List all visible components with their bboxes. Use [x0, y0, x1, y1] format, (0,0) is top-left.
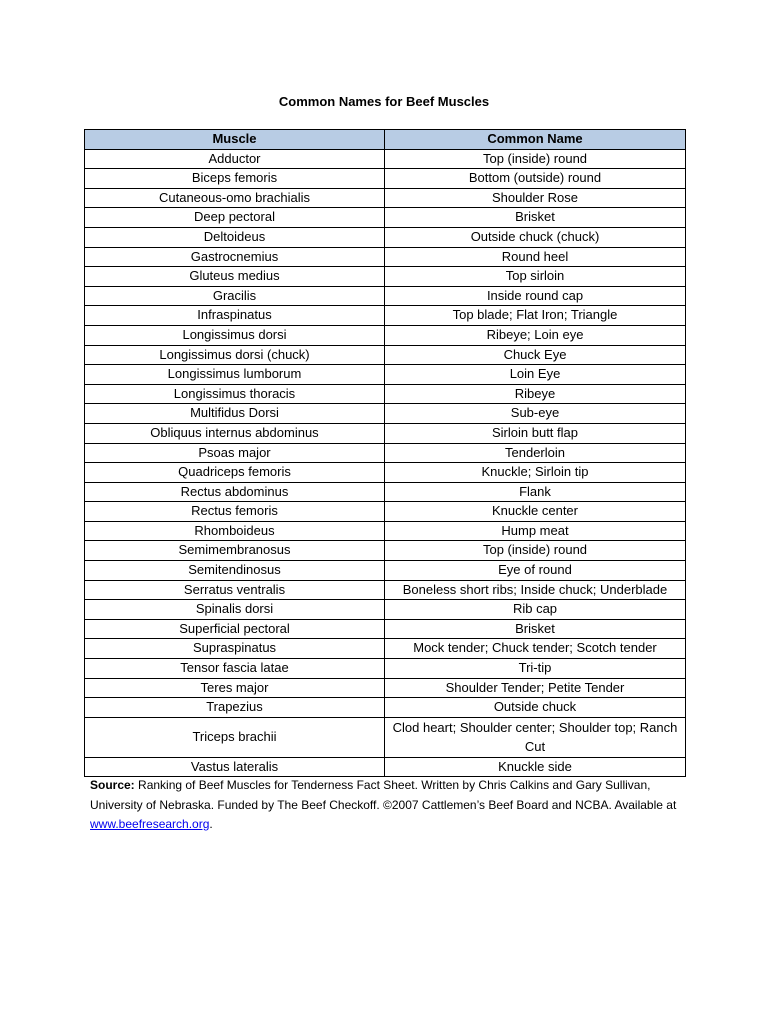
table-row — [85, 502, 686, 522]
muscle-cell: Deep pectoral — [85, 208, 385, 228]
muscle-cell: Deltoideus — [85, 227, 385, 247]
common-name-cell: Brisket — [385, 208, 686, 228]
table-row — [85, 561, 686, 581]
common-name-cell: Knuckle center — [385, 502, 686, 522]
table-header-row — [85, 130, 686, 150]
common-name-cell: Boneless short ribs; Inside chuck; Underblade — [385, 580, 686, 600]
common-name-cell: Mock tender; Chuck tender; Scotch tender — [385, 639, 686, 659]
muscle-cell: Adductor — [85, 149, 385, 169]
common-name-cell: Loin Eye — [385, 365, 686, 385]
muscle-cell: Gluteus medius — [85, 267, 385, 287]
muscle-cell: Quadriceps femoris — [85, 463, 385, 483]
muscle-cell: Psoas major — [85, 443, 385, 463]
table-row — [85, 639, 686, 659]
common-name-cell: Clod heart; Shoulder center; Shoulder top; Ranch Cut — [385, 717, 686, 757]
common-name-cell: Sub-eye — [385, 404, 686, 424]
source-text: Ranking of Beef Muscles for Tenderness Fact Sheet. Written by Chris Calkins and Gary Sullivan, University of Nebraska. Funded by The Beef Checkoff. ©2007 Cattlemen’s Beef Board and NCBA. Available at — [90, 778, 677, 812]
muscle-cell: Supraspinatus — [85, 639, 385, 659]
table-row — [85, 717, 686, 757]
common-name-cell: Flank — [385, 482, 686, 502]
common-name-cell: Rib cap — [385, 600, 686, 620]
table-row — [85, 600, 686, 620]
muscle-cell: Longissimus thoracis — [85, 384, 385, 404]
table-row — [85, 384, 686, 404]
table-row — [85, 345, 686, 365]
table-row — [85, 208, 686, 228]
table-row — [85, 169, 686, 189]
common-name-cell: Shoulder Tender; Petite Tender — [385, 678, 686, 698]
muscle-cell: Superficial pectoral — [85, 619, 385, 639]
table-row — [85, 521, 686, 541]
source-trail: . — [209, 817, 213, 831]
column-header-muscle: Muscle — [85, 130, 385, 150]
muscle-cell: Gracilis — [85, 286, 385, 306]
common-name-cell: Outside chuck (chuck) — [385, 227, 686, 247]
common-name-cell: Knuckle side — [385, 757, 686, 777]
table-row — [85, 541, 686, 561]
table-row — [85, 247, 686, 267]
common-name-cell: Brisket — [385, 619, 686, 639]
table-row — [85, 365, 686, 385]
table-row — [85, 286, 686, 306]
table-row — [85, 463, 686, 483]
common-name-cell: Top sirloin — [385, 267, 686, 287]
muscle-cell: Infraspinatus — [85, 306, 385, 326]
muscle-cell: Rhomboideus — [85, 521, 385, 541]
common-name-cell: Top (inside) round — [385, 541, 686, 561]
table-row — [85, 423, 686, 443]
muscle-cell: Gastrocnemius — [85, 247, 385, 267]
common-name-cell: Ribeye; Loin eye — [385, 325, 686, 345]
column-header-common-name: Common Name — [385, 130, 686, 150]
common-name-cell: Chuck Eye — [385, 345, 686, 365]
page-title: Common Names for Beef Muscles — [278, 94, 490, 109]
muscle-cell: Triceps brachii — [85, 717, 385, 757]
common-name-cell: Ribeye — [385, 384, 686, 404]
muscle-cell: Longissimus lumborum — [85, 365, 385, 385]
muscle-names-table — [84, 129, 686, 777]
common-name-cell: Inside round cap — [385, 286, 686, 306]
muscle-cell: Tensor fascia latae — [85, 659, 385, 679]
common-name-cell: Sirloin butt flap — [385, 423, 686, 443]
muscle-cell: Semitendinosus — [85, 561, 385, 581]
table-row — [85, 267, 686, 287]
common-name-cell: Eye of round — [385, 561, 686, 581]
common-name-cell: Tri-tip — [385, 659, 686, 679]
table-row — [85, 482, 686, 502]
table-row — [85, 619, 686, 639]
common-name-cell: Round heel — [385, 247, 686, 267]
common-name-cell: Knuckle; Sirloin tip — [385, 463, 686, 483]
table-row — [85, 757, 686, 777]
table-row — [85, 580, 686, 600]
muscle-cell: Multifidus Dorsi — [85, 404, 385, 424]
common-name-cell: Top (inside) round — [385, 149, 686, 169]
common-name-cell: Outside chuck — [385, 698, 686, 718]
table-row — [85, 678, 686, 698]
muscle-cell: Longissimus dorsi — [85, 325, 385, 345]
muscle-cell: Rectus femoris — [85, 502, 385, 522]
muscle-cell: Rectus abdominus — [85, 482, 385, 502]
source-link[interactable]: www.beefresearch.org — [90, 817, 210, 831]
table-row — [85, 698, 686, 718]
common-name-cell: Shoulder Rose — [385, 188, 686, 208]
muscle-cell: Spinalis dorsi — [85, 600, 385, 620]
muscle-cell: Semimembranosus — [85, 541, 385, 561]
table-row — [85, 188, 686, 208]
common-name-cell: Tenderloin — [385, 443, 686, 463]
muscle-cell: Trapezius — [85, 698, 385, 718]
muscle-cell: Longissimus dorsi (chuck) — [85, 345, 385, 365]
table-row — [85, 325, 686, 345]
table-row — [85, 404, 686, 424]
source-label: Source: — [90, 778, 135, 792]
table-row — [85, 443, 686, 463]
muscle-cell: Vastus lateralis — [85, 757, 385, 777]
muscle-cell: Serratus ventralis — [85, 580, 385, 600]
table-row — [85, 659, 686, 679]
table-row — [85, 149, 686, 169]
table-row — [85, 306, 686, 326]
source-note — [90, 776, 690, 835]
muscle-cell: Biceps femoris — [85, 169, 385, 189]
table-row — [85, 227, 686, 247]
common-name-cell: Hump meat — [385, 521, 686, 541]
common-name-cell: Top blade; Flat Iron; Triangle — [385, 306, 686, 326]
muscle-cell: Teres major — [85, 678, 385, 698]
table-body — [85, 149, 686, 777]
common-name-cell: Bottom (outside) round — [385, 169, 686, 189]
muscle-cell: Cutaneous-omo brachialis — [85, 188, 385, 208]
muscle-cell: Obliquus internus abdominus — [85, 423, 385, 443]
